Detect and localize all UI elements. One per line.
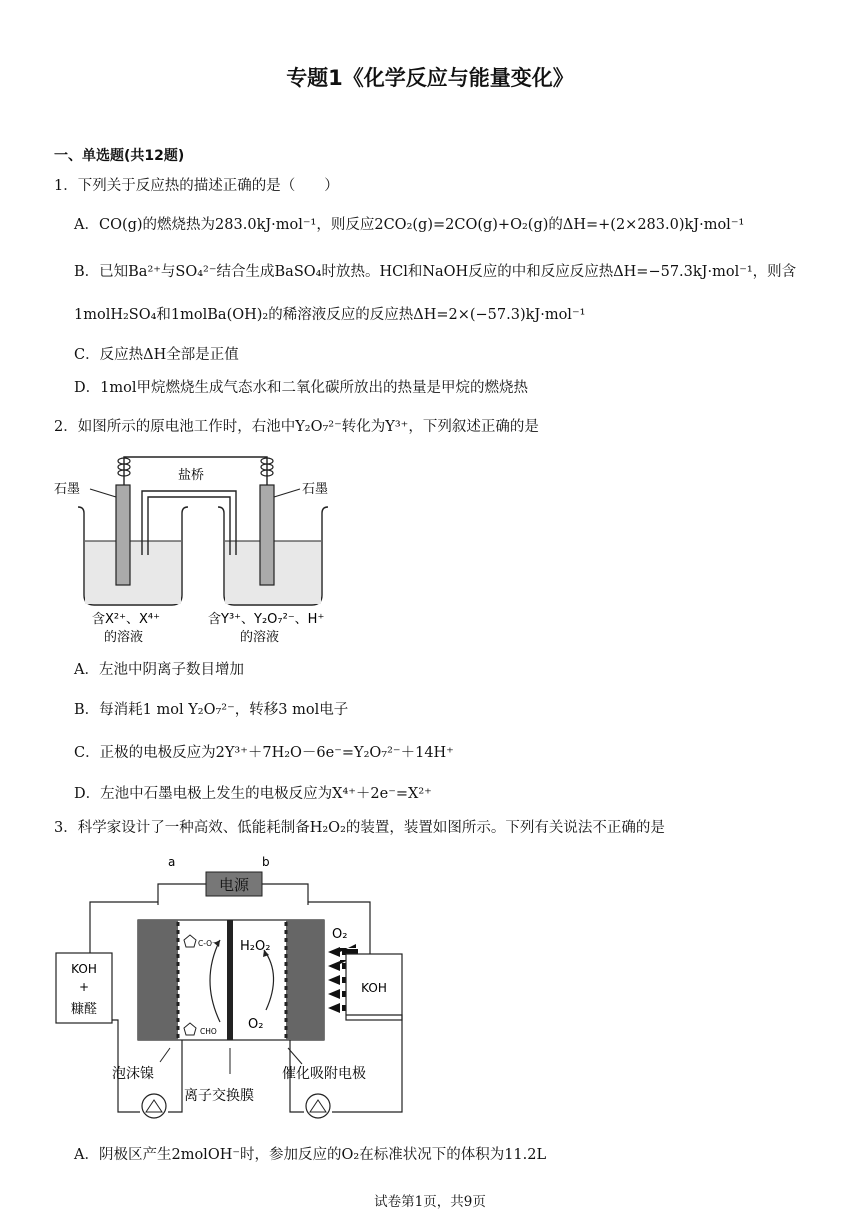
q1-option-c: C．反应热ΔH全部是正值 — [74, 347, 239, 363]
q2-option-b: B．每消耗1 mol Y₂O₇²⁻，转移3 mol电子 — [74, 702, 349, 718]
h2o2-label: H₂O₂ — [240, 939, 271, 954]
q1-option-a-prefix: A． — [74, 217, 99, 233]
q1-option-a-text: CO(g)的燃烧热为283.0kJ·mol⁻¹，则反应2CO₂(g)=2CO(g)+O₂(g)的ΔH=+(2×283.0)kJ·mol⁻¹ — [98, 217, 745, 233]
q2-option-c: C．正极的电极反应为2Y³⁺＋7H₂O－6e⁻=Y₂O₇²⁻＋14H⁺ — [74, 745, 454, 761]
right-box-koh: KOH — [361, 981, 387, 995]
left-electrode-label: 石墨 — [54, 482, 81, 497]
terminal-b-label: b — [262, 855, 270, 869]
nickel-foam-label: 泡沫镍 — [112, 1066, 154, 1082]
q1-option-b-line2: 1molH₂SO₄和1molBa(OH)₂的稀溶液反应的反应热ΔH=2×(−57.3)kJ·mol⁻¹ — [74, 307, 586, 323]
q1-option-b-line1: B．已知Ba²⁺与SO₄²⁻结合生成BaSO₄时放热。HCl和NaOH反应的中和反应反应热ΔH=−57.3kJ·mol⁻¹，则含 — [74, 264, 797, 280]
q3-stem: 3．科学家设计了一种高效、低能耗制备H₂O₂的装置，装置如图所示。下列有关说法不正确的是 — [54, 820, 665, 836]
q1-option-a — [74, 213, 744, 234]
q1-option-d: D．1mol甲烷燃烧生成气态水和二氧化碳所放出的热量是甲烷的燃烧热 — [74, 380, 528, 396]
q2-stem: 2．如图所示的原电池工作时，右池中Y₂O₇²⁻转化为Y³⁺，下列叙述正确的是 — [54, 419, 539, 435]
left-box-plus: + — [78, 980, 90, 994]
galvanic-cell-diagram — [52, 445, 362, 650]
furoate-label: C-O⁻ — [198, 939, 217, 948]
q1-stem: 1．下列关于反应热的描述正确的是（ ） — [54, 178, 339, 194]
q3-option-a: A．阴极区产生2molOH⁻时，参加反应的O₂在标准状况下的体积为11.2L — [74, 1147, 547, 1163]
q2-option-d: D．左池中石墨电极上发生的电极反应为X⁴⁺＋2e⁻=X²⁺ — [74, 786, 432, 802]
o2-feed-label: O₂ — [332, 927, 348, 942]
right-solution-label-2: 的溶液 — [240, 630, 280, 645]
left-solution-label-1: 含X²⁺、X⁴⁺ — [92, 612, 160, 627]
left-solution-label-2: 的溶液 — [104, 630, 144, 645]
o2-inner-label: O₂ — [248, 1017, 264, 1032]
page-footer: 试卷第1页，共9页 — [374, 1194, 486, 1210]
membrane-label: 离子交换膜 — [184, 1088, 254, 1104]
left-box-koh: KOH — [71, 962, 97, 976]
catalytic-electrode-label: 催化吸附电极 — [282, 1066, 366, 1082]
q2-option-a: A．左池中阴离子数目增加 — [74, 662, 244, 678]
right-solution-label-1: 含Y³⁺、Y₂O₇²⁻、H⁺ — [208, 612, 325, 627]
section-title: 一、单选题(共12题) — [54, 148, 185, 164]
h2o2-electrolysis-diagram — [50, 850, 420, 1140]
right-electrode-label: 石墨 — [302, 482, 329, 497]
terminal-a-label: a — [168, 855, 176, 869]
page-title: 专题1《化学反应与能量变化》 — [286, 66, 574, 90]
power-source-label: 电源 — [218, 876, 250, 894]
salt-bridge-label: 盐桥 — [178, 468, 205, 483]
furfural-label: CHO — [200, 1027, 217, 1036]
left-box-furfural: 糠醛 — [70, 1002, 98, 1017]
